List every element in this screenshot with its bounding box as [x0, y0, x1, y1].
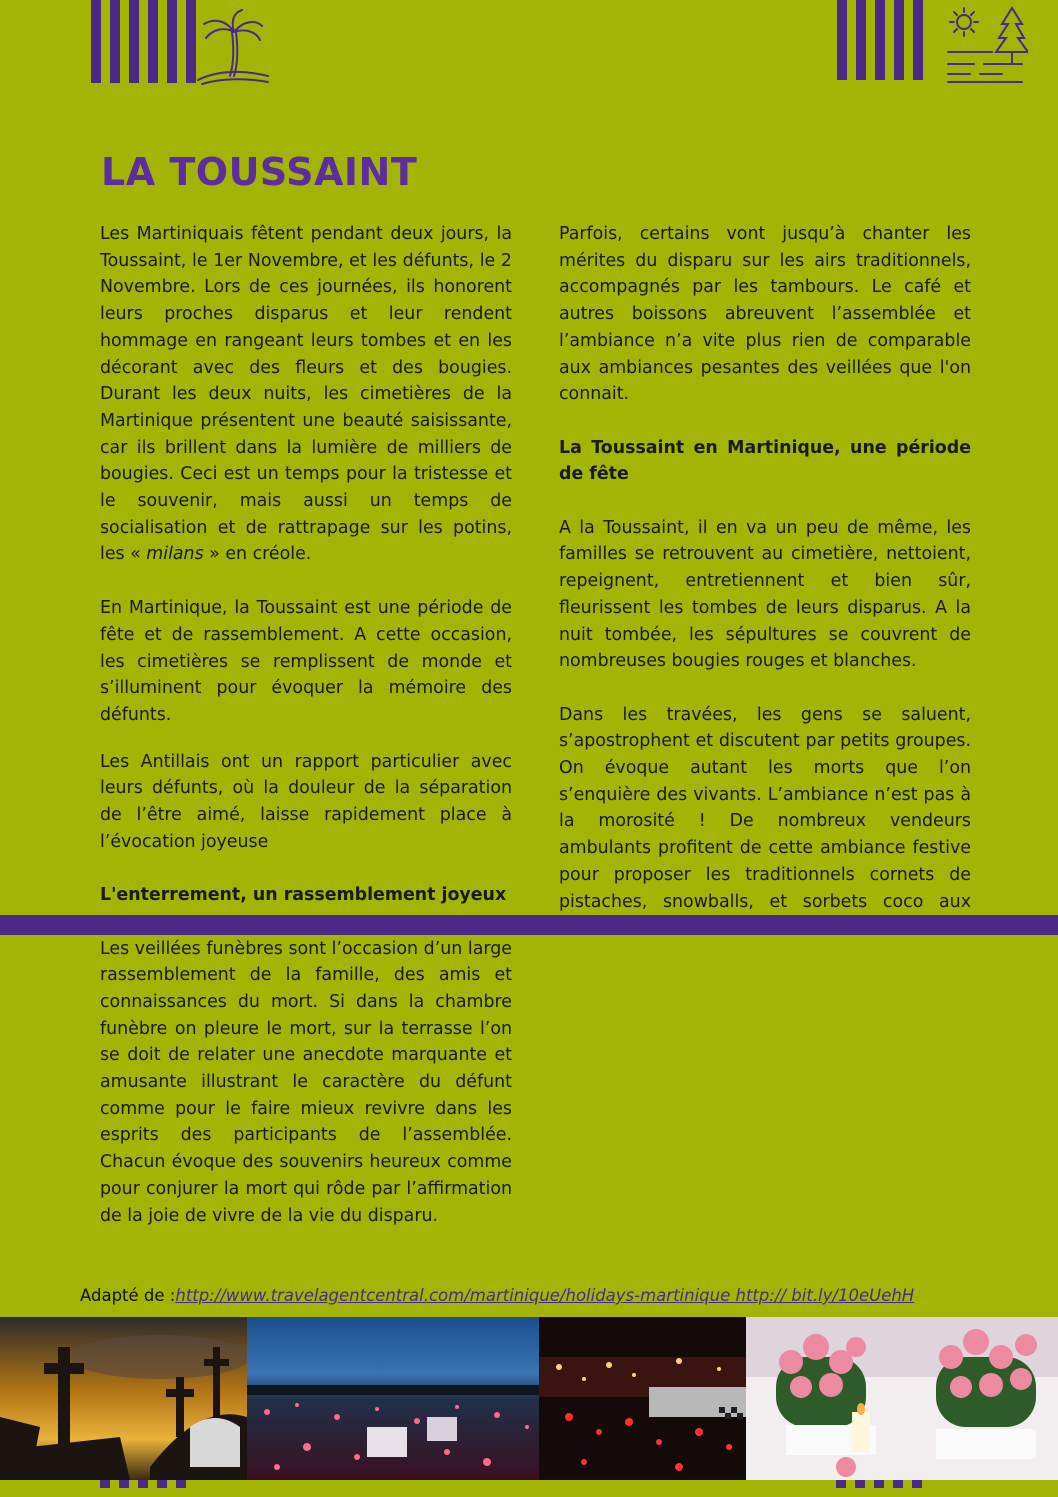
paragraph: A la Toussaint, il en va un peu de même, les familles se retrouvent au cimetière, nettoient, repeignent, entretiennent et bien sûr, fleurissent les tombes de leurs disparus. A la nuit tombée, les sépultures se couvrent de nombreuses bougies rouges et blanches.	[559, 517, 971, 672]
candlelit-cemetery-dusk-photo	[247, 1317, 539, 1480]
page-title: LA TOUSSAINT	[101, 150, 418, 194]
source-credit	[80, 1286, 914, 1305]
paragraph: Les Antillais ont un rapport particulier avec leurs défunts, où la douleur de la séparation de l’être aimé, laisse rapidement place à l’évocation joyeuse	[100, 751, 512, 852]
cemetery-crosses-sunset-photo	[0, 1317, 247, 1480]
paragraph: En Martinique, la Toussaint est une période de fête et de rassemblement. A cette occasion, les cimetières se remplissent de monde et s’illuminent pour évoquer la mémoire des défunts.	[100, 598, 512, 725]
right-column	[559, 221, 971, 969]
source-link[interactable]: http://www.travelagentcentral.com/martinique/holidays-martinique http:// bit.ly/10eUehH	[175, 1286, 915, 1305]
paragraph: Les Martiniquais fêtent pendant deux jours, la Toussaint, le 1er Novembre, et les défunts, le 2 Novembre. Lors de ces journées, ils honorent leurs proches disparus et leur rendent hommage en rangeant leurs tombes et en les décorant avec des fleurs et des bougies. Durant les deux nuits, les cimetières de la Martinique présentent une beauté saisissante, car ils brillent dans la lumière de milliers de bougies. Ceci est un temps pour la tristesse et le souvenir, mais aussi un temps de socialisation et de rattrapage sur les potins, les « milans » en créole.	[100, 224, 512, 565]
top-right-stripes	[837, 0, 923, 80]
top-left-stripes	[91, 0, 196, 83]
photo-strip	[0, 1317, 1058, 1480]
paragraph: Parfois, certains vont jusqu’à chanter les mérites du disparu sur les airs traditionnels, accompagnés par les tambours. Le café et autres boissons abreuvent l’assemblée et l’ambiance n’a vite plus rien de comparable aux ambiances pesantes des veillées que l'on connait.	[559, 224, 971, 405]
source-label: Adapté de :	[80, 1286, 176, 1305]
paragraph: Les veillées funèbres sont l’occasion d’un large rassemblement de la famille, des amis et connaissances du mort. Si dans la chambre funèbre on pleure le mort, sur la terrasse l’on se doit de relater une anecdote marquante et amusante illustrant le caractère du défunt comme pour le faire mieux revivre dans les esprits des participants de l’assemblée. Chacun évoque des souvenirs heureux comme pour conjurer la mort qui rôde par l’affirmation de la joie de vivre de la vie du disparu.	[100, 938, 512, 1226]
palm-tree-icon	[196, 8, 270, 86]
section-heading: L'enterrement, un rassemblement joyeux	[100, 885, 507, 906]
section-heading: La Toussaint en Martinique, une période de fête	[559, 437, 971, 485]
night-cemetery-candles-photo	[539, 1317, 746, 1480]
left-column	[100, 221, 512, 1256]
paragraph: Dans les travées, les gens se saluent, s’apostrophent et discutent par petits groupes. On évoque autant les morts que l’on s’enquière des vivants. L’ambiance n’est pas à la morosité ! De nombreux vendeurs ambulants profitent de cette ambiance festive pour proposer les traditionnels cornets de pistaches, snowballs, et sorbets coco aux	[559, 704, 971, 912]
pink-roses-candle-photo	[746, 1317, 1058, 1480]
purple-band	[0, 915, 1058, 935]
bottom-right-stripes	[836, 1480, 922, 1488]
sun-landscape-icon	[944, 4, 1028, 84]
milans-term: milans	[146, 544, 204, 565]
bottom-left-stripes	[100, 1480, 186, 1488]
